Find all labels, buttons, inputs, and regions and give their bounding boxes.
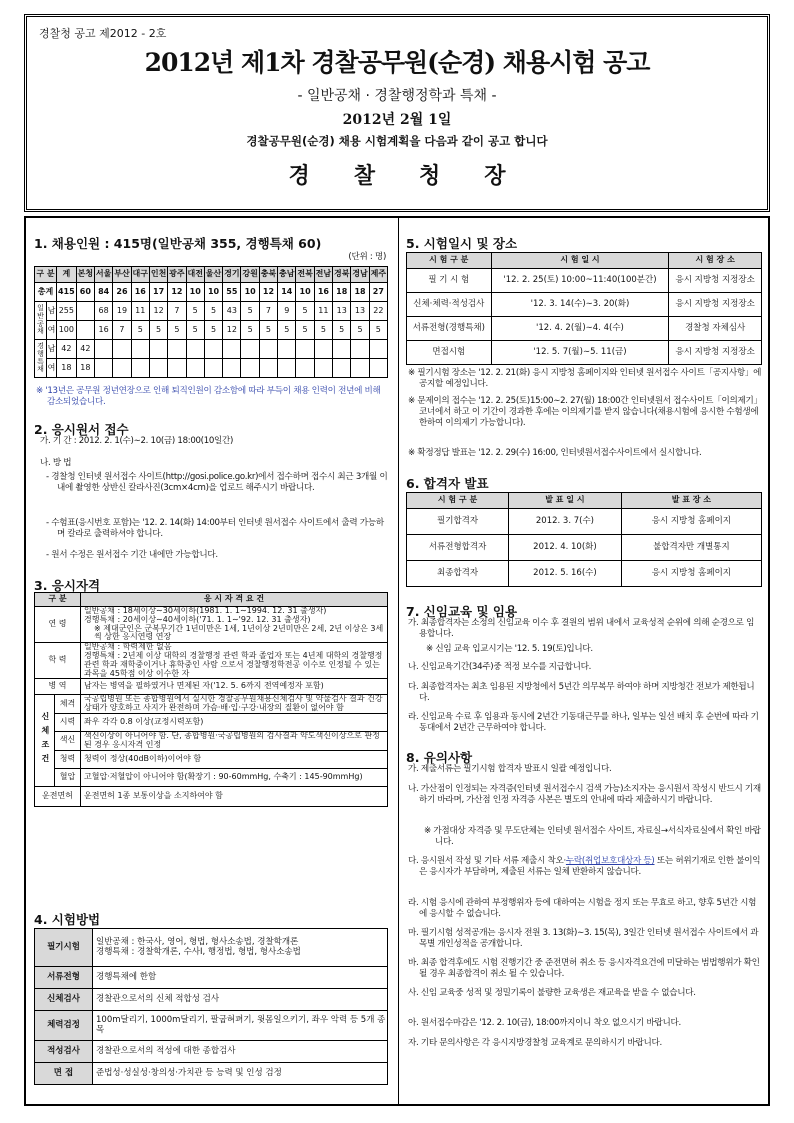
recruit-cell xyxy=(278,359,296,378)
recruit-col-header: 경기 xyxy=(223,267,241,283)
table-header: 시 험 일 시 xyxy=(491,253,669,269)
page-title: 2012년 제1차 경찰공무원(순경) 채용시험 공고 xyxy=(144,48,650,77)
recruit-cell: 5 xyxy=(314,321,332,340)
caution-c: 다. 응시원서 작성 및 기타 서류 제출시 착오·누락(취업보호대상자 등) 또는 허위기재로 인한 불이익은 응시자가 부담하며, 제출된 서류는 일체 반환하지 않습니다. xyxy=(408,856,761,877)
recruit-cell xyxy=(333,359,351,378)
military-label: 병 역 xyxy=(35,679,81,695)
eligibility-header-category: 구 분 xyxy=(35,593,81,607)
physical-label: 신체조건 xyxy=(35,695,55,786)
recruit-cell xyxy=(351,340,369,359)
exam-method-detail: 경행특채에 한함 xyxy=(93,967,388,989)
vision-label: 시력 xyxy=(55,713,81,731)
recruit-cell: 10 xyxy=(241,283,259,302)
exam-method-label: 필기시험 xyxy=(35,929,93,967)
table-row xyxy=(35,283,388,302)
notice-intro: 경찰공무원(순경) 채용 시험계획을 다음과 같이 공고 합니다 xyxy=(246,134,548,148)
table-row xyxy=(35,967,388,989)
recruit-col-header: 광주 xyxy=(168,267,186,283)
age-label: 연 령 xyxy=(35,607,81,643)
table-cell: 서류전형합격자 xyxy=(407,535,509,561)
notice-body xyxy=(24,216,770,1106)
training-item-d: 라. 신임교육 수료 후 임용과 동시에 2년간 기동대근무를 하나, 일부는 일선 배치 후 순번에 따라 기동대에서 2년간 근무하여야 합니다. xyxy=(408,712,759,733)
section-cautions-heading: 8. 유의사항 xyxy=(406,750,473,765)
recruit-cell: 12 xyxy=(168,283,186,302)
recruit-row-group: 일반공채 xyxy=(35,302,47,340)
recruitment-table xyxy=(34,266,388,378)
table-header: 발 표 일 시 xyxy=(509,493,622,509)
table-cell: 응시 지방청 홈페이지 xyxy=(621,509,761,535)
notice-header xyxy=(24,14,770,212)
table-row xyxy=(35,1041,388,1063)
exam-method-detail: 준법성·성실성·창의성·가치관 등 능력 및 인성 검정 xyxy=(93,1063,388,1085)
build-label: 체격 xyxy=(55,695,81,714)
recruit-cell xyxy=(259,340,277,359)
document-number: 경찰청 공고 제2012 - 2호 xyxy=(39,27,167,40)
recruit-cell: 11 xyxy=(131,302,149,321)
education-general: 일반공채 : 학력제한 없음 xyxy=(84,642,172,652)
exam-method-label: 서류전형 xyxy=(35,967,93,989)
recruit-col-header: 울산 xyxy=(204,267,222,283)
recruit-cell: 5 xyxy=(333,321,351,340)
hearing-requirement: 청력이 정상(40dB이하)이어야 함 xyxy=(81,750,388,768)
military-requirement: 남자는 병역을 필하였거나 면제된 자('12. 5. 6까지 전역예정자 포함) xyxy=(81,679,388,695)
recruit-cell: 100 xyxy=(57,321,77,340)
section-eligibility-heading: 3. 응시자격 xyxy=(34,578,101,593)
recruit-col-header: 대구 xyxy=(131,267,149,283)
table-row xyxy=(35,1011,388,1041)
recruit-cell: 7 xyxy=(168,302,186,321)
recruit-cell: 13 xyxy=(351,302,369,321)
recruit-cell xyxy=(241,340,259,359)
recruit-cell xyxy=(113,340,131,359)
caution-h: 아. 원서접수마감은 '12. 2. 10(금), 18:00까지이니 착오 없으시기 바랍니다. xyxy=(408,1018,681,1028)
recruit-cell xyxy=(296,359,314,378)
table-header: 시 험 장 소 xyxy=(669,253,762,269)
recruit-cell: 5 xyxy=(149,321,167,340)
recruit-cell: 10 xyxy=(296,283,314,302)
recruit-cell: 12 xyxy=(223,321,241,340)
vision-requirement: 좌우 각각 0.8 이상(교정시력포함) xyxy=(81,713,388,731)
caution-e: 마. 필기시험 성적공개는 응시자 전원 3. 13(화)∼3. 15(목), 3일간 인터넷 원서접수 사이트에서 과목별 개인성적을 공개합니다. xyxy=(408,928,759,949)
schedule-note-3: ※ 확정정답 발표는 '12. 2. 29(수) 16:00, 인터넷원서접수사이트에서 실시합니다. xyxy=(408,448,702,458)
table-cell: 필 기 시 험 xyxy=(407,269,492,293)
table-row xyxy=(407,509,762,535)
table-cell: 면접시험 xyxy=(407,341,492,365)
recruit-cell: 7 xyxy=(113,321,131,340)
caution-f: 바. 최종 합격후에도 시험 진행기간 중 준전면허 취소 등 응시자격요건에 미달하는 범법행위가 확인 될 경우 최종합격이 취소 될 수 있습니다. xyxy=(408,958,760,979)
recruit-cell xyxy=(113,359,131,378)
education-label: 학 력 xyxy=(35,643,81,679)
recruit-cell xyxy=(168,359,186,378)
recruit-row-group: 경행특채 xyxy=(35,340,47,378)
application-method-2: - 수험표(응시번호 포함)는 '12. 2. 14(화) 14:00부터 인터넷 원서접수 사이트에서 출력 가능하며 칼라로 출력하셔야 합니다. xyxy=(46,518,384,539)
recruit-col-header: 계 xyxy=(57,267,77,283)
table-cell: '12. 2. 25(토) 10:00~11:40(100분간) xyxy=(491,269,669,293)
caution-g: 사. 신임 교육중 성적 및 정밀기록이 불량한 교육생은 재교육을 받을 수 없습니다. xyxy=(408,988,696,998)
notice-date: 2012년 2월 1일 xyxy=(342,112,452,128)
recruit-cell: 18 xyxy=(76,359,94,378)
blood-pressure-requirement: 고혈압·저혈압이 아니어야 함(확장기 : 90-60mmHg, 수축기 : 145-90mmHg) xyxy=(81,768,388,786)
recruit-cell: 18 xyxy=(333,283,351,302)
recruit-row-gender: 여 xyxy=(47,321,57,340)
age-general: 일반공채 : 18세이상∼30세이하(1981. 1. 1∼1994. 12. 31 출생자) xyxy=(84,606,327,615)
table-cell: 응시 지방청 지정장소 xyxy=(669,341,762,365)
table-cell: 신체·체력·적성검사 xyxy=(407,293,492,317)
recruit-cell: 18 xyxy=(351,283,369,302)
exam-method-label: 적성검사 xyxy=(35,1041,93,1063)
recruit-cell xyxy=(259,359,277,378)
color-vision-requirement: 색신이상이 아니어야 함. 단, 종합병원·국공립병원의 검사결과 약도색신이상으로 판정된 경우 응시자격 인정 xyxy=(81,731,388,750)
recruit-cell: 14 xyxy=(278,283,296,302)
recruit-cell xyxy=(94,340,112,359)
training-item-c: 다. 최종합격자는 최초 임용된 지방청에서 5년간 의무복무 하여야 하며 지방청간 전보가 제한됩니다. xyxy=(408,682,755,703)
recruit-row-gender: 남 xyxy=(47,340,57,359)
results-table xyxy=(406,492,762,587)
table-header: 발 표 장 소 xyxy=(621,493,761,509)
color-vision-label: 색신 xyxy=(55,731,81,750)
recruit-cell: 55 xyxy=(223,283,241,302)
exam-method-label: 신체검사 xyxy=(35,989,93,1011)
recruit-cell xyxy=(314,340,332,359)
license-label: 운전면허 xyxy=(35,786,81,806)
training-item-b: 나. 신임교육기간(34주)중 적정 보수를 지급합니다. xyxy=(408,662,592,672)
recruit-cell: 42 xyxy=(57,340,77,359)
table-cell: 서류전형(경행특채) xyxy=(407,317,492,341)
recruit-cell: 5 xyxy=(259,321,277,340)
schedule-note-2: ※ 문제이의 접수는 '12. 2. 25(토)15:00∼2. 27(월) 18:00간 인터넷원서 접수사이트「이의제기」코너에서 하고 이 기간이 경과한 후에는 이의제기를 받지 않습니다(채용시험에 응시한 수험생에 한하여 이의제기 가능합니다). xyxy=(408,396,762,428)
recruitment-note: ※ '13년은 공무원 정년연장으로 인해 퇴직인원이 감소함에 따라 부득이 채용 인력이 전년에 비해 감소되었습니다. xyxy=(36,386,381,407)
recruit-cell xyxy=(131,359,149,378)
recruit-cell xyxy=(131,340,149,359)
table-row xyxy=(35,321,388,340)
section-results-heading: 6. 합격자 발표 xyxy=(406,476,489,491)
recruit-col-header: 본청 xyxy=(76,267,94,283)
table-cell: '12. 5. 7(월)∼5. 11(금) xyxy=(491,341,669,365)
table-cell: 불합격자만 개별통지 xyxy=(621,535,761,561)
schedule-table xyxy=(406,252,762,365)
age-special: 경행특채 : 20세이상∼40세이하('71. 1. 1∼'92. 12. 31 출생자) xyxy=(84,614,311,624)
recruit-col-header: 구 분 xyxy=(35,267,57,283)
recruit-cell xyxy=(94,359,112,378)
table-row xyxy=(407,561,762,587)
table-row xyxy=(407,269,762,293)
recruit-cell: 5 xyxy=(241,321,259,340)
recruit-cell: 5 xyxy=(204,302,222,321)
unit-label: (단위 : 명) xyxy=(348,252,386,262)
education-special: 경행특채 : 2년제 이상 대학의 경찰행정 관련 학과 졸업자 또는 4년제 대학의 경찰행정관련 학과 재학중이거나 휴학중인 사람 으로서 경찰행정학전공 이수로 인정될 수 있는 과목을 45학점 이상 이수한 자 xyxy=(84,650,383,678)
recruit-col-header: 대전 xyxy=(186,267,204,283)
page-subtitle: - 일반공채 · 경찰행정학과 특채 - xyxy=(297,88,497,104)
build-requirement: 국공립병원 또는 종합병원에서 실시한 경찰공무원채용신체검사 및 약물검사 결과 건강상태가 양호하고 사지가 완전하며 가슴·배·입·구강·내장의 질환이 없어야 함 xyxy=(81,695,388,714)
recruit-cell: 5 xyxy=(296,321,314,340)
exam-method-detail: 경찰관으로서의 신체 적합성 검사 xyxy=(93,989,388,1011)
recruit-row-gender: 남 xyxy=(47,302,57,321)
recruit-cell xyxy=(149,359,167,378)
recruit-cell: 9 xyxy=(278,302,296,321)
recruit-cell xyxy=(223,359,241,378)
recruit-cell xyxy=(223,340,241,359)
table-cell: '12. 4. 2(월)∼4. 4(수) xyxy=(491,317,669,341)
exam-method-detail: 경찰관으로서의 적성에 대한 종합검사 xyxy=(93,1041,388,1063)
recruit-cell xyxy=(204,340,222,359)
table-row xyxy=(35,929,388,967)
recruit-cell: 13 xyxy=(333,302,351,321)
recruit-cell xyxy=(76,321,94,340)
recruit-cell: 5 xyxy=(168,321,186,340)
recruit-cell xyxy=(296,340,314,359)
table-row xyxy=(35,302,388,321)
issuing-agency: 경찰청장 xyxy=(288,163,550,189)
recruit-cell xyxy=(149,340,167,359)
recruit-cell: 5 xyxy=(204,321,222,340)
table-cell: '12. 3. 14(수)∼3. 20(화) xyxy=(491,293,669,317)
recruit-col-header: 강원 xyxy=(241,267,259,283)
exam-method-label: 체력검정 xyxy=(35,1011,93,1041)
recruit-cell: 5 xyxy=(278,321,296,340)
section-recruitment-heading: 1. 채용인원 : 415명(일반공채 355, 경행특채 60) xyxy=(34,236,322,251)
recruit-col-header: 충남 xyxy=(278,267,296,283)
table-cell: 경찰청 자체심사 xyxy=(669,317,762,341)
recruit-col-header: 전북 xyxy=(296,267,314,283)
recruit-cell: 5 xyxy=(351,321,369,340)
recruit-cell: 10 xyxy=(186,283,204,302)
table-cell: 2012. 5. 16(수) xyxy=(509,561,622,587)
recruit-cell: 43 xyxy=(223,302,241,321)
table-row xyxy=(407,535,762,561)
table-row xyxy=(35,989,388,1011)
recruit-cell: 11 xyxy=(314,302,332,321)
recruit-cell: 60 xyxy=(76,283,94,302)
exam-method-detail: 일반공채 : 한국사, 영어, 형법, 형사소송법, 경찰학개론 경행특채 : 경찰학개론, 수사Ⅰ, 행정법, 형법, 형사소송법 xyxy=(93,929,388,967)
recruit-cell: 18 xyxy=(57,359,77,378)
caution-c-highlight: 누락(취업보호대상자 등) xyxy=(565,856,655,866)
recruit-cell xyxy=(278,340,296,359)
recruit-cell: 12 xyxy=(259,283,277,302)
caution-i: 자. 기타 문의사항은 각 응시지방경찰청 교육계로 문의하시기 바랍니다. xyxy=(408,1038,662,1048)
eligibility-table xyxy=(34,592,388,807)
section-exam-method-heading: 4. 시험방법 xyxy=(34,912,101,927)
section-application-heading: 2. 응시원서 접수 xyxy=(34,422,129,437)
recruit-cell xyxy=(369,340,387,359)
recruit-cell xyxy=(204,359,222,378)
age-veteran-note: ※ 제대군인은 군복무기간 1년미만은 1세, 1년이상 2년미만은 2세, 2년 이상은 3세씩 상한 응시연령 연장 xyxy=(94,623,384,642)
application-method-label: 나. 방 법 xyxy=(40,458,72,468)
recruit-col-header: 경북 xyxy=(333,267,351,283)
recruit-cell xyxy=(76,302,94,321)
recruit-cell xyxy=(241,359,259,378)
training-item-a-note: ※ 신임 교육 입교시기는 '12. 5. 19(토)입니다. xyxy=(426,644,593,654)
recruit-cell: 5 xyxy=(186,302,204,321)
recruit-cell: 16 xyxy=(314,283,332,302)
recruit-cell: 42 xyxy=(76,340,94,359)
recruit-col-header: 전남 xyxy=(314,267,332,283)
recruit-cell xyxy=(168,340,186,359)
table-row xyxy=(35,340,388,359)
section-training-heading: 7. 신임교육 및 임용 xyxy=(406,604,518,619)
application-period: 가. 기 간 : 2012. 2. 1(수)∼2. 10(금) 18:00(10일간) xyxy=(40,436,234,446)
table-header: 시 험 구 분 xyxy=(407,493,509,509)
recruit-cell: 27 xyxy=(369,283,387,302)
recruit-cell: 68 xyxy=(94,302,112,321)
recruit-cell: 7 xyxy=(259,302,277,321)
caution-b: 나. 가산점이 인정되는 자격증(인터넷 원서접수시 검색 가능)소지자는 응시원서 작성시 반드시 기재하기 바라며, 가산점 인정 자격증 사본은 별도의 안내에 따라 제출하시기 바랍니다. xyxy=(408,784,761,805)
table-row xyxy=(35,359,388,378)
recruit-cell: 255 xyxy=(57,302,77,321)
application-method-3: - 원서 수정은 원서접수 기간 내에만 가능합니다. xyxy=(46,550,218,560)
recruit-cell: 5 xyxy=(131,321,149,340)
recruit-cell xyxy=(186,359,204,378)
caution-b-note: ※ 가점대상 자격증 및 무도단체는 인터넷 원서접수 사이트, 자료실→서식자료실에서 확인 바랍니다. xyxy=(424,826,761,847)
caution-d: 라. 시험 응시에 관하여 부정행위자 등에 대하여는 시험을 정지 또는 무효로 하고, 향후 5년간 시험에 응시할 수 없습니다. xyxy=(408,898,757,919)
license-requirement: 운전면허 1종 보통이상을 소지하여야 함 xyxy=(81,786,388,806)
exam-method-label: 면 접 xyxy=(35,1063,93,1085)
recruit-cell: 16 xyxy=(94,321,112,340)
recruit-col-header: 제주 xyxy=(369,267,387,283)
recruit-col-header: 서울 xyxy=(94,267,112,283)
recruit-cell: 19 xyxy=(113,302,131,321)
recruit-cell xyxy=(369,359,387,378)
recruit-cell: 5 xyxy=(369,321,387,340)
eligibility-header-requirements: 응 시 자 격 요 건 xyxy=(81,593,388,607)
schedule-note-1: ※ 필기시험 장소는 '12. 2. 21(화) 응시 지방청 홈페이지와 인터넷 원서접수 사이트「공지사항」에 공지할 예정입니다. xyxy=(408,368,762,389)
table-row xyxy=(35,1063,388,1085)
table-row xyxy=(407,317,762,341)
table-cell: 응시 지방청 홈페이지 xyxy=(621,561,761,587)
table-row xyxy=(407,341,762,365)
exam-method-detail: 100m달리기, 1000m달리기, 팔굽혀펴기, 윗몸일으키기, 좌우 악력 등 5개 종목 xyxy=(93,1011,388,1041)
left-column xyxy=(32,218,392,1104)
hearing-label: 청력 xyxy=(55,750,81,768)
table-cell: 2012. 4. 10(화) xyxy=(509,535,622,561)
training-item-a: 가. 최종합격자는 소정의 신임교육 이수 후 결원의 범위 내에서 교육성적 순위에 의해 순경으로 임용합니다. xyxy=(408,618,755,639)
blood-pressure-label: 혈압 xyxy=(55,768,81,786)
table-row xyxy=(407,293,762,317)
recruit-col-header: 경남 xyxy=(351,267,369,283)
caution-a: 가. 제출서류는 필기시험 합격자 발표시 일괄 예정입니다. xyxy=(408,764,612,774)
recruit-row-label: 총계 xyxy=(35,283,57,302)
table-cell: 최종합격자 xyxy=(407,561,509,587)
recruit-cell xyxy=(186,340,204,359)
recruit-cell xyxy=(351,359,369,378)
recruit-cell: 84 xyxy=(94,283,112,302)
recruit-cell: 5 xyxy=(186,321,204,340)
recruit-col-header: 인천 xyxy=(149,267,167,283)
recruit-cell: 415 xyxy=(57,283,77,302)
recruit-row-gender: 여 xyxy=(47,359,57,378)
recruit-cell: 12 xyxy=(149,302,167,321)
recruit-cell: 5 xyxy=(296,302,314,321)
recruit-cell: 10 xyxy=(204,283,222,302)
table-cell: 응시 지방청 지정장소 xyxy=(669,269,762,293)
exam-method-table xyxy=(34,928,388,1085)
table-cell: 필기합격자 xyxy=(407,509,509,535)
recruit-col-header: 충북 xyxy=(259,267,277,283)
table-header: 시 험 구 분 xyxy=(407,253,492,269)
table-cell: 2012. 3. 7(수) xyxy=(509,509,622,535)
application-method-1: - 경찰청 인터넷 원서접수 사이트(http://gosi.police.go.kr)에서 접수하며 접수시 최근 3개월 이내에 촬영한 상반신 칼라사진(3cm×4cm)을 업로드 해주시기 바랍니다. xyxy=(46,472,388,493)
column-divider xyxy=(398,218,399,1104)
recruit-cell: 16 xyxy=(131,283,149,302)
recruit-cell xyxy=(333,340,351,359)
table-cell: 응시 지방청 지정장소 xyxy=(669,293,762,317)
right-column xyxy=(404,218,766,1104)
recruit-cell: 17 xyxy=(149,283,167,302)
recruit-cell: 26 xyxy=(113,283,131,302)
recruit-cell: 22 xyxy=(369,302,387,321)
recruit-col-header: 부산 xyxy=(113,267,131,283)
recruit-cell: 5 xyxy=(241,302,259,321)
section-schedule-heading: 5. 시험일시 및 장소 xyxy=(406,236,518,251)
recruit-cell xyxy=(314,359,332,378)
